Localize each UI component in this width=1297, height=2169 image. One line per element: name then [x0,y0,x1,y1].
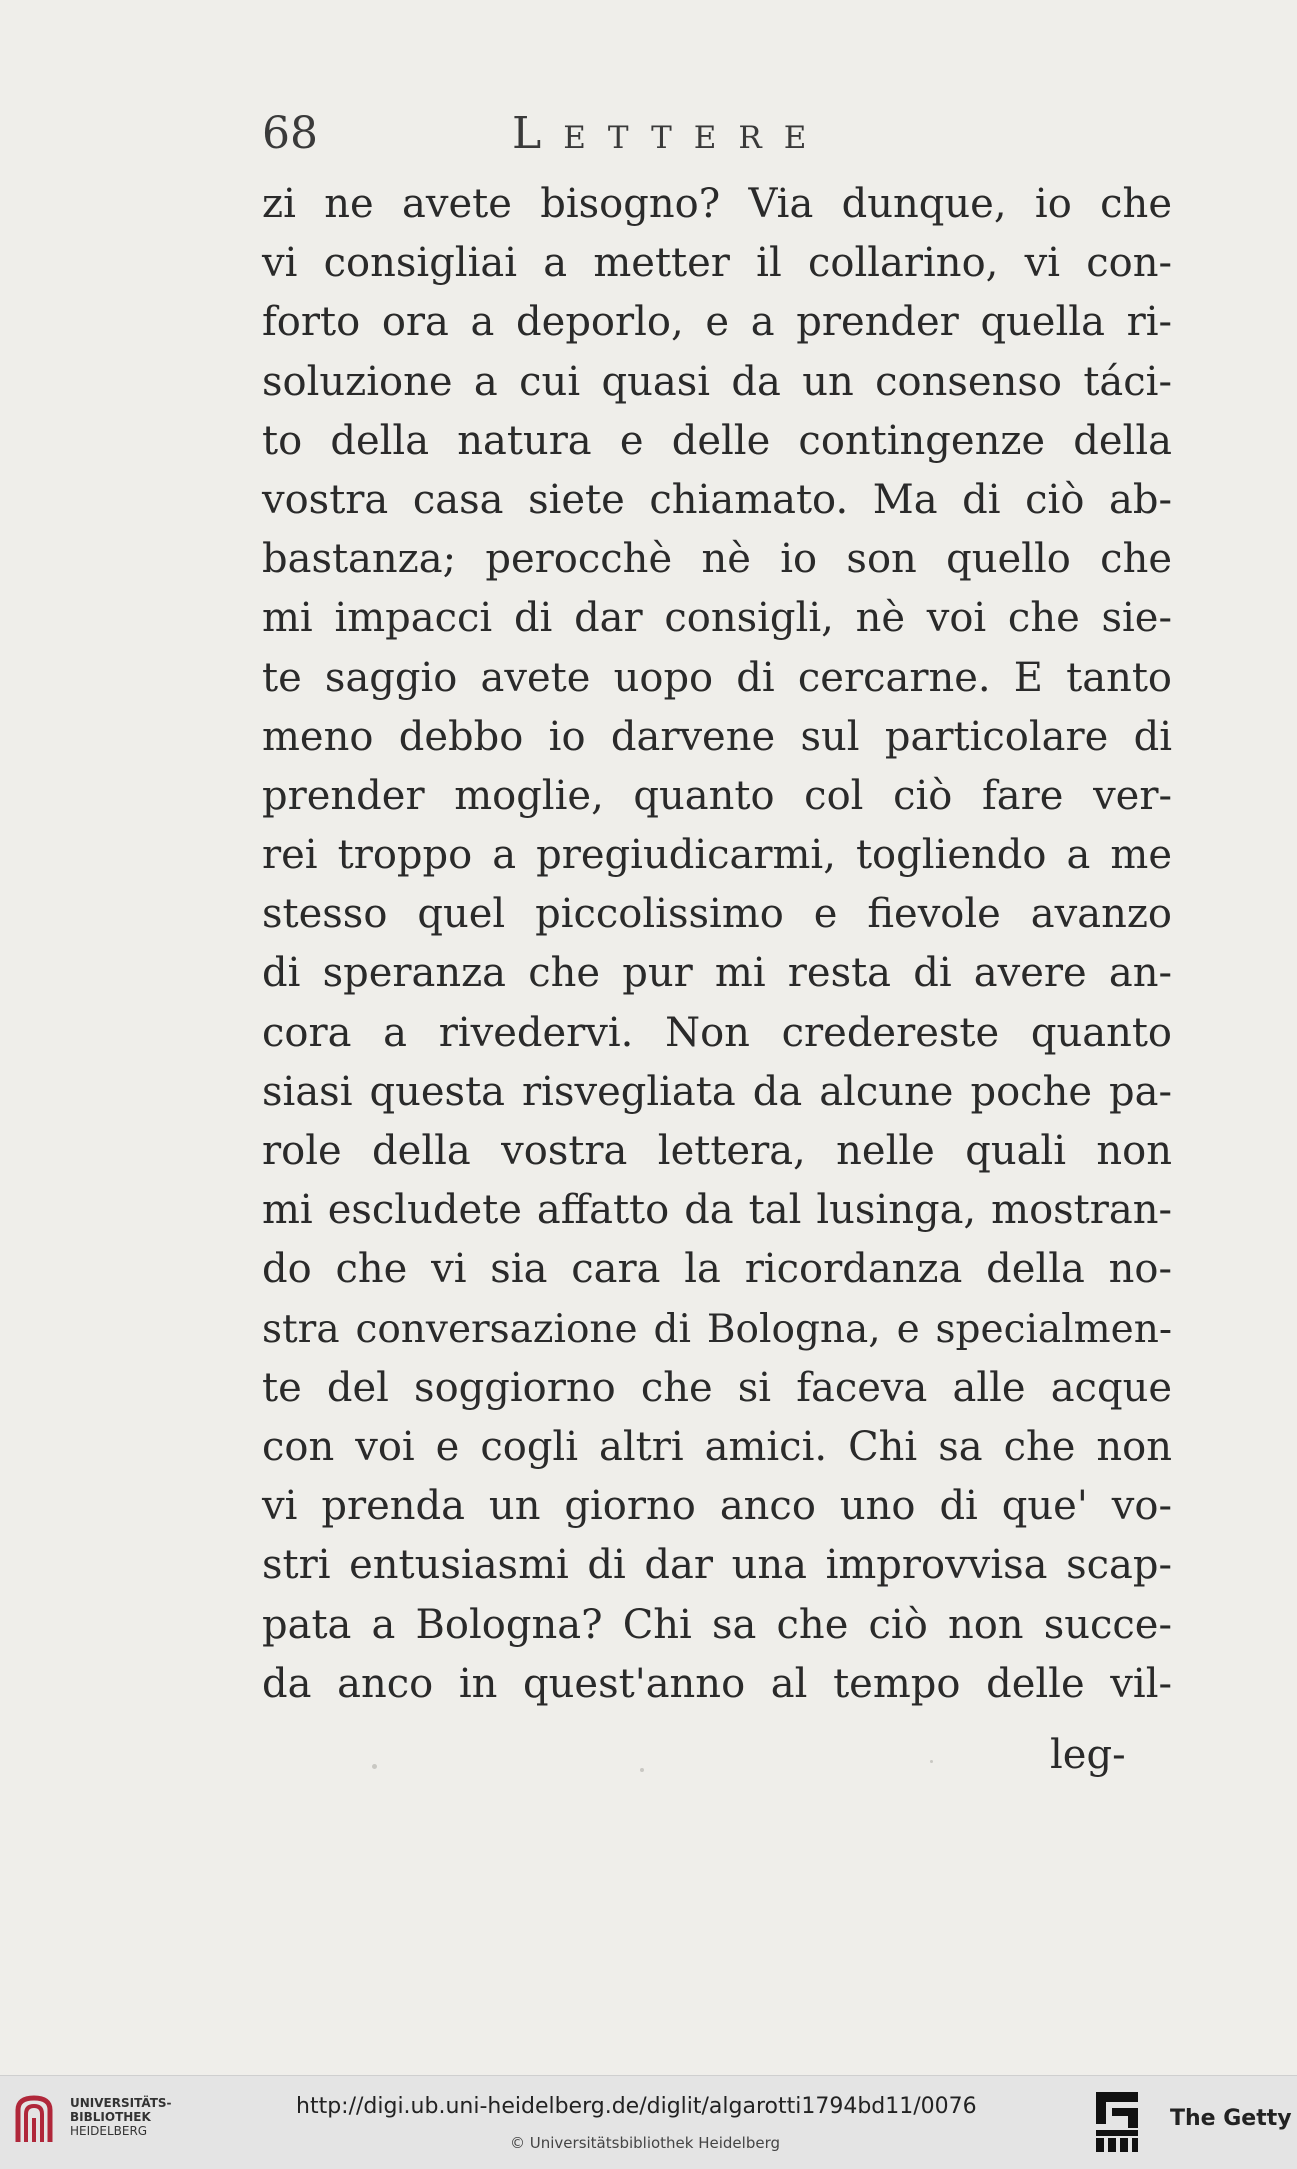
text-line: con voi e cogli altri amici. Chi sa che non [262,1423,1172,1470]
text-line: vi prenda un giorno anco uno di que' vo- [262,1483,1172,1530]
library-name-line-2: BIBLIOTHEK [70,2110,151,2124]
paper-speck [372,1764,377,1769]
text-line: rei troppo a pregiudicarmi, togliendo a me [262,832,1172,879]
text-line: forto ora a deporlo, e a prender quella ri- [262,299,1172,346]
text-line: mi escludete affatto da tal lusinga, mostran- [262,1187,1172,1234]
text-line: siasi questa risvegliata da alcune poche pa- [262,1068,1172,1115]
text-line: cora a rivedervi. Non credereste quanto [262,1009,1172,1056]
running-title: Lettere [512,108,829,159]
getty-logo-icon [1092,2088,1142,2154]
body-text [262,175,1172,1714]
text-line: di speranza che pur mi resta di avere an- [262,950,1172,997]
text-line: mi impacci di dar consigli, nè voi che sie- [262,595,1172,642]
page-number: 68 [262,108,318,159]
text-line: stra conversazione di Bologna, e specialmen- [262,1306,1172,1352]
paper-speck [640,1768,644,1772]
copyright-notice: © Universitätsbibliothek Heidelberg [510,2134,781,2152]
paper-speck [930,1760,933,1763]
catchword: leg- [1050,1732,1126,1778]
library-name [70,2096,172,2138]
text-line: te del soggiorno che si faceva alle acque [262,1364,1172,1411]
text-line: stri entusiasmi di dar una improvvisa scap- [262,1542,1172,1589]
text-line: pata a Bologna? Chi sa che ciò non succe- [262,1601,1172,1648]
university-library-logo-icon [12,2092,56,2148]
text-line: to della natura e delle contingenze della [262,417,1172,464]
text-line: prender moglie, quanto col ciò fare ver- [262,772,1172,819]
text-line: do che vi sia cara la ricordanza della no- [262,1246,1172,1293]
getty-name: The Getty [1170,2106,1292,2131]
text-line: vostra casa siete chiamato. Ma di ciò ab- [262,476,1172,523]
text-line: te saggio avete uopo di cercarne. E tanto [262,654,1172,701]
permalink-url[interactable]: http://digi.ub.uni-heidelberg.de/diglit/algarotti1794bd11/0076 [296,2094,977,2119]
library-name-line-3: HEIDELBERG [70,2124,148,2138]
text-line: zi ne avete bisogno? Via dunque, io che [262,181,1172,227]
text-line: vi consigliai a metter il collarino, vi con- [262,240,1172,287]
text-line: soluzione a cui quasi da un consenso táci- [262,358,1172,405]
page-header [262,108,922,168]
viewer-footer [0,2075,1297,2169]
text-line: meno debbo io darvene sul particolare di [262,713,1172,760]
text-line: stesso quel piccolissimo e fievole avanzo [262,891,1172,938]
library-name-line-1: UNIVERSITÄTS- [70,2096,172,2110]
text-line: bastanza; perocchè nè io son quello che [262,536,1172,583]
text-line: da anco in quest'anno al tempo delle vil- [262,1660,1172,1707]
text-line: role della vostra lettera, nelle quali non [262,1128,1172,1174]
